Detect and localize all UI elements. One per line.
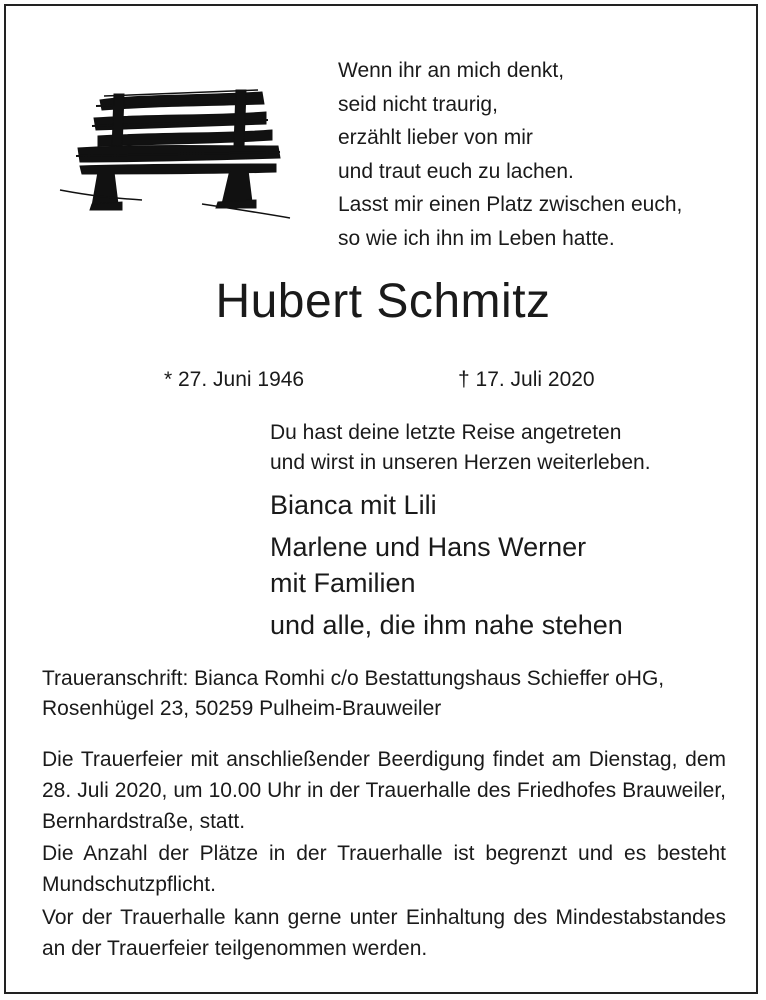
poem-line: so wie ich ihn im Leben hatte. xyxy=(338,226,615,250)
verse-line: und wirst in unseren Herzen weiterleben. xyxy=(270,451,651,474)
address-line: Rosenhügel 23, 50259 Pulheim-Brauweiler xyxy=(42,697,442,720)
death-date: † 17. Juli 2020 xyxy=(458,368,595,391)
poem-line: Lasst mir einen Platz zwischen euch, xyxy=(338,193,683,216)
poem xyxy=(338,54,682,255)
distance-notice: Vor der Trauerhalle kann gerne unter Einhaltung des Mindestabstandes an der Trauerfeier teilgenommen werden. xyxy=(42,906,726,960)
seating-notice: Die Anzahl der Plätze in der Trauerhalle ist begrenzt und es besteht Mundschutzpflicht. xyxy=(42,842,726,896)
mourner-line: Marlene und Hans Werner xyxy=(270,532,587,562)
deceased-name: Hubert Schmitz xyxy=(215,275,551,328)
farewell-verse xyxy=(270,418,651,478)
verse-line: Du hast deine letzte Reise angetreten xyxy=(270,421,622,444)
mourner-line: mit Familien xyxy=(270,568,416,598)
poem-line: und traut euch zu lachen. xyxy=(338,159,574,183)
funeral-notice: Die Trauerfeier mit anschließender Beerdigung findet am Dienstag, dem 28. Juli 2020, um 10.00 Uhr in der Trauerhalle des Friedhofes Brauweiler, Bernhardstraße, statt. xyxy=(42,748,726,833)
mourning-address xyxy=(42,664,664,724)
poem-line: seid nicht traurig, xyxy=(338,92,498,116)
poem-line: Wenn ihr an mich denkt, xyxy=(338,59,565,82)
mourner-line: Bianca mit Lili xyxy=(270,490,437,520)
mourner-line: und alle, die ihm nahe stehen xyxy=(270,610,623,640)
bench-sketch-icon xyxy=(52,86,294,220)
poem-line: erzählt lieber von mir xyxy=(338,126,533,149)
address-line: Traueranschrift: Bianca Romhi c/o Bestattungshaus Schieffer oHG, xyxy=(42,667,665,690)
birth-date: * 27. Juni 1946 xyxy=(164,368,305,391)
mourners xyxy=(270,486,623,644)
